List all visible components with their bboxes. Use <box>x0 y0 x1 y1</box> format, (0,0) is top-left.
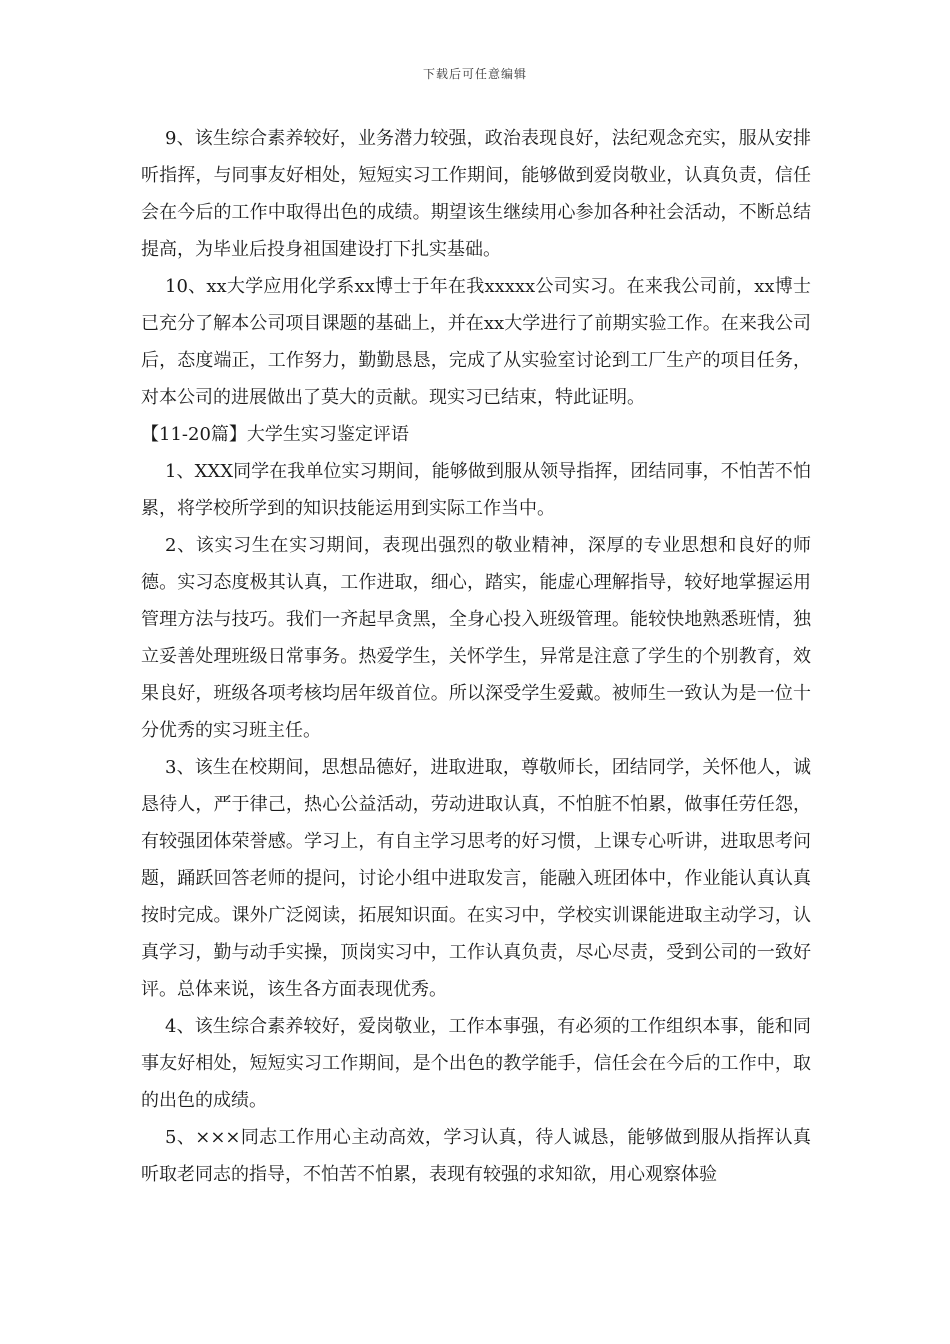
paragraph-10: 10、xx大学应用化学系xx博士于年在我xxxxx公司实习。在来我公司前，xx博士已充分了解本公司项目课题的基础上，并在xx大学进行了前期实验工作。在来我公司后，态度端正，工作努力，勤勤恳恳，完成了从实验室讨论到工厂生产的项目任务，对本公司的进展做出了莫大的贡献。现实习已结束，特此证明。 <box>141 276 811 408</box>
page-header: 下载后可任意编辑 <box>422 67 527 81</box>
paragraph-5: 5、×××同志工作用心主动高效，学习认真，待人诚恳，能够做到服从指挥认真听取老同志的指导，不怕苦不怕累，表现有较强的求知欲，用心观察体验 <box>141 1127 811 1185</box>
document-body <box>141 120 811 1193</box>
paragraph-1: 1、XXX同学在我单位实习期间，能够做到服从领导指挥，团结同事，不怕苦不怕累，将学校所学到的知识技能运用到实际工作当中。 <box>141 461 811 519</box>
paragraph-9: 9、该生综合素养较好，业务潜力较强，政治表现良好，法纪观念充实，服从安排听指挥，与同事友好相处，短短实习工作期间，能够做到爱岗敬业，认真负责，信任会在今后的工作中取得出色的成绩。期望该生继续用心参加各种社会活动，不断总结提高，为毕业后投身祖国建设打下扎实基础。 <box>141 128 811 260</box>
paragraph-4: 4、该生综合素养较好，爱岗敬业，工作本事强，有必须的工作组织本事，能和同事友好相处，短短实习工作期间，是个出色的教学能手，信任会在今后的工作中，取的出色的成绩。 <box>141 1016 811 1111</box>
paragraph-3: 3、该生在校期间，思想品德好，进取进取，尊敬师长，团结同学，关怀他人，诚恳待人，严于律己，热心公益活动，劳动进取认真，不怕脏不怕累，做事任劳任怨，有较强团体荣誉感。学习上，有自主学习思考的好习惯，上课专心听讲，进取思考问题，踊跃回答老师的提问，讨论小组中进取发言，能融入班团体中，作业能认真认真按时完成。课外广泛阅读，拓展知识面。在实习中，学校实训课能进取主动学习，认真学习，勤与动手实操，顶岗实习中，工作认真负责，尽心尽责，受到公司的一致好评。总体来说，该生各方面表现优秀。 <box>141 757 811 1000</box>
section-title: 【11-20篇】大学生实习鉴定评语 <box>141 424 409 445</box>
paragraph-2: 2、该实习生在实习期间，表现出强烈的敬业精神，深厚的专业思想和良好的师德。实习态度极其认真，工作进取，细心，踏实，能虚心理解指导，较好地掌握运用管理方法与技巧。我们一齐起早贪黑，全身心投入班级管理。能较快地熟悉班情，独立妥善处理班级日常事务。热爱学生，关怀学生，异常是注意了学生的个别教育，效果良好，班级各项考核均居年级首位。所以深受学生爱戴。被师生一致认为是一位十分优秀的实习班主任。 <box>141 535 811 741</box>
